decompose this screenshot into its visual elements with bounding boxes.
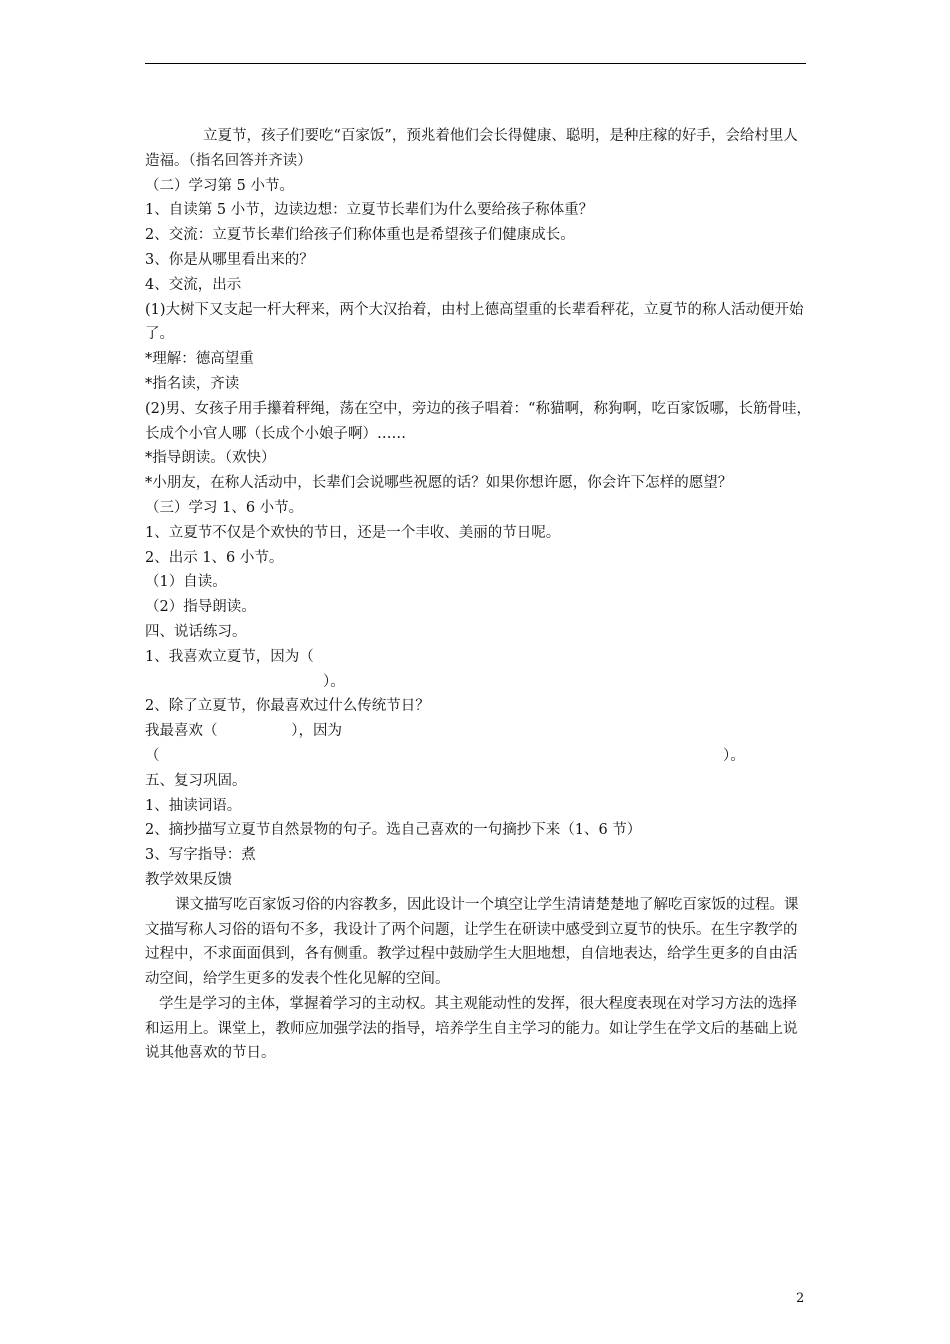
section-heading-2: （二）学习第 5 小节。 bbox=[145, 177, 294, 194]
fill-blank-row bbox=[145, 744, 811, 769]
list-item: 3、你是从哪里看出来的？ bbox=[145, 251, 314, 268]
list-item: （2）指导朗读。 bbox=[145, 599, 256, 616]
list-item: 3、写字指导：煮 bbox=[145, 847, 256, 864]
list-item: 1、我喜欢立夏节，因为（ bbox=[145, 648, 314, 665]
list-item: *指名读，齐读 bbox=[145, 375, 240, 392]
list-item: 4、交流，出示 bbox=[145, 276, 242, 293]
section-heading-4: 四、说话练习。 bbox=[145, 623, 247, 640]
page-number: 2 bbox=[796, 1291, 805, 1306]
list-item: （1）自读。 bbox=[145, 574, 227, 591]
paragraph-baijiafan: 立夏节，孩子们要吃“百家饭”，预兆着他们会长得健康、聪明，是种庄稼的好手，会给村里人造福。（指名回答并齐读） bbox=[145, 128, 798, 169]
list-item: 1、自读第 5 小节，边读边想：立夏节长辈们为什么要给孩子称体重？ bbox=[145, 202, 594, 219]
list-item: 1、抽读词语。 bbox=[145, 797, 242, 814]
section-heading-5: 五、复习巩固。 bbox=[145, 772, 247, 789]
list-item: *理解：德高望重 bbox=[145, 351, 254, 368]
document-body bbox=[145, 124, 811, 1066]
list-item: 2、出示 1、6 小节。 bbox=[145, 549, 284, 566]
section-heading-3: （三）学习 1、6 小节。 bbox=[145, 499, 304, 516]
quote-paragraph-1: (1)大树下又支起一杆大秤来，两个大汉抬着，由村上德高望重的长辈看秤花，立夏节的称人活动便开始了。 bbox=[145, 301, 804, 343]
list-item: 2、摘抄描写立夏节自然景物的句子。选自己喜欢的一句摘抄下来（1、6 节） bbox=[145, 822, 642, 839]
list-item: 我最喜欢（ ），因为 bbox=[145, 723, 342, 740]
fill-blank-close: ）。 bbox=[723, 747, 745, 764]
feedback-paragraph-1: 课文描写吃百家饭习俗的内容教多，因此设计一个填空让学生清请楚楚地了解吃百家饭的过程。课文描写称人习俗的语句不多，我设计了两个问题，让学生在研读中感受到立夏节的快乐。在生字教学的过程中，不求面面俱到，各有侧重。教学过程中鼓励学生大胆地想，自信地表达，给学生更多的自由活动空间，给学生更多的发表个性化见解的空间。 bbox=[145, 896, 799, 988]
list-item: 2、交流：立夏节长辈们给孩子们称体重也是希望孩子们健康成长。 bbox=[145, 227, 575, 244]
section-heading-feedback: 教学效果反馈 bbox=[145, 871, 232, 888]
list-item: 1、立夏节不仅是个欢快的节日，还是一个丰收、美丽的节日呢。 bbox=[145, 524, 561, 541]
feedback-paragraph-2: 学生是学习的主体，掌握着学习的主动权。其主观能动性的发挥，很大程度表现在对学习方法的选择和运用上。课堂上，教师应加强学法的指导，培养学生自主学习的能力。如让学生在学文后的基础上说说其他喜欢的节日。 bbox=[145, 995, 798, 1062]
fill-blank-close: ）。 bbox=[323, 673, 345, 690]
header-rule bbox=[145, 63, 806, 64]
quote-paragraph-2: (2)男、女孩子用手攥着秤绳，荡在空中，旁边的孩子唱着：“称猫啊，称狗啊，吃百家饭哪，长筋骨哇，长成个小官人哪（长成个小娘子啊）…… bbox=[145, 400, 811, 442]
list-item: *指导朗读。（欢快） bbox=[145, 450, 276, 467]
list-item: *小朋友，在称人活动中，长辈们会说哪些祝愿的话？如果你想许愿，你会许下怎样的愿望？ bbox=[145, 475, 733, 492]
fill-blank-open: （ bbox=[145, 747, 160, 764]
list-item: 2、除了立夏节，你最喜欢过什么传统节日？ bbox=[145, 698, 430, 715]
